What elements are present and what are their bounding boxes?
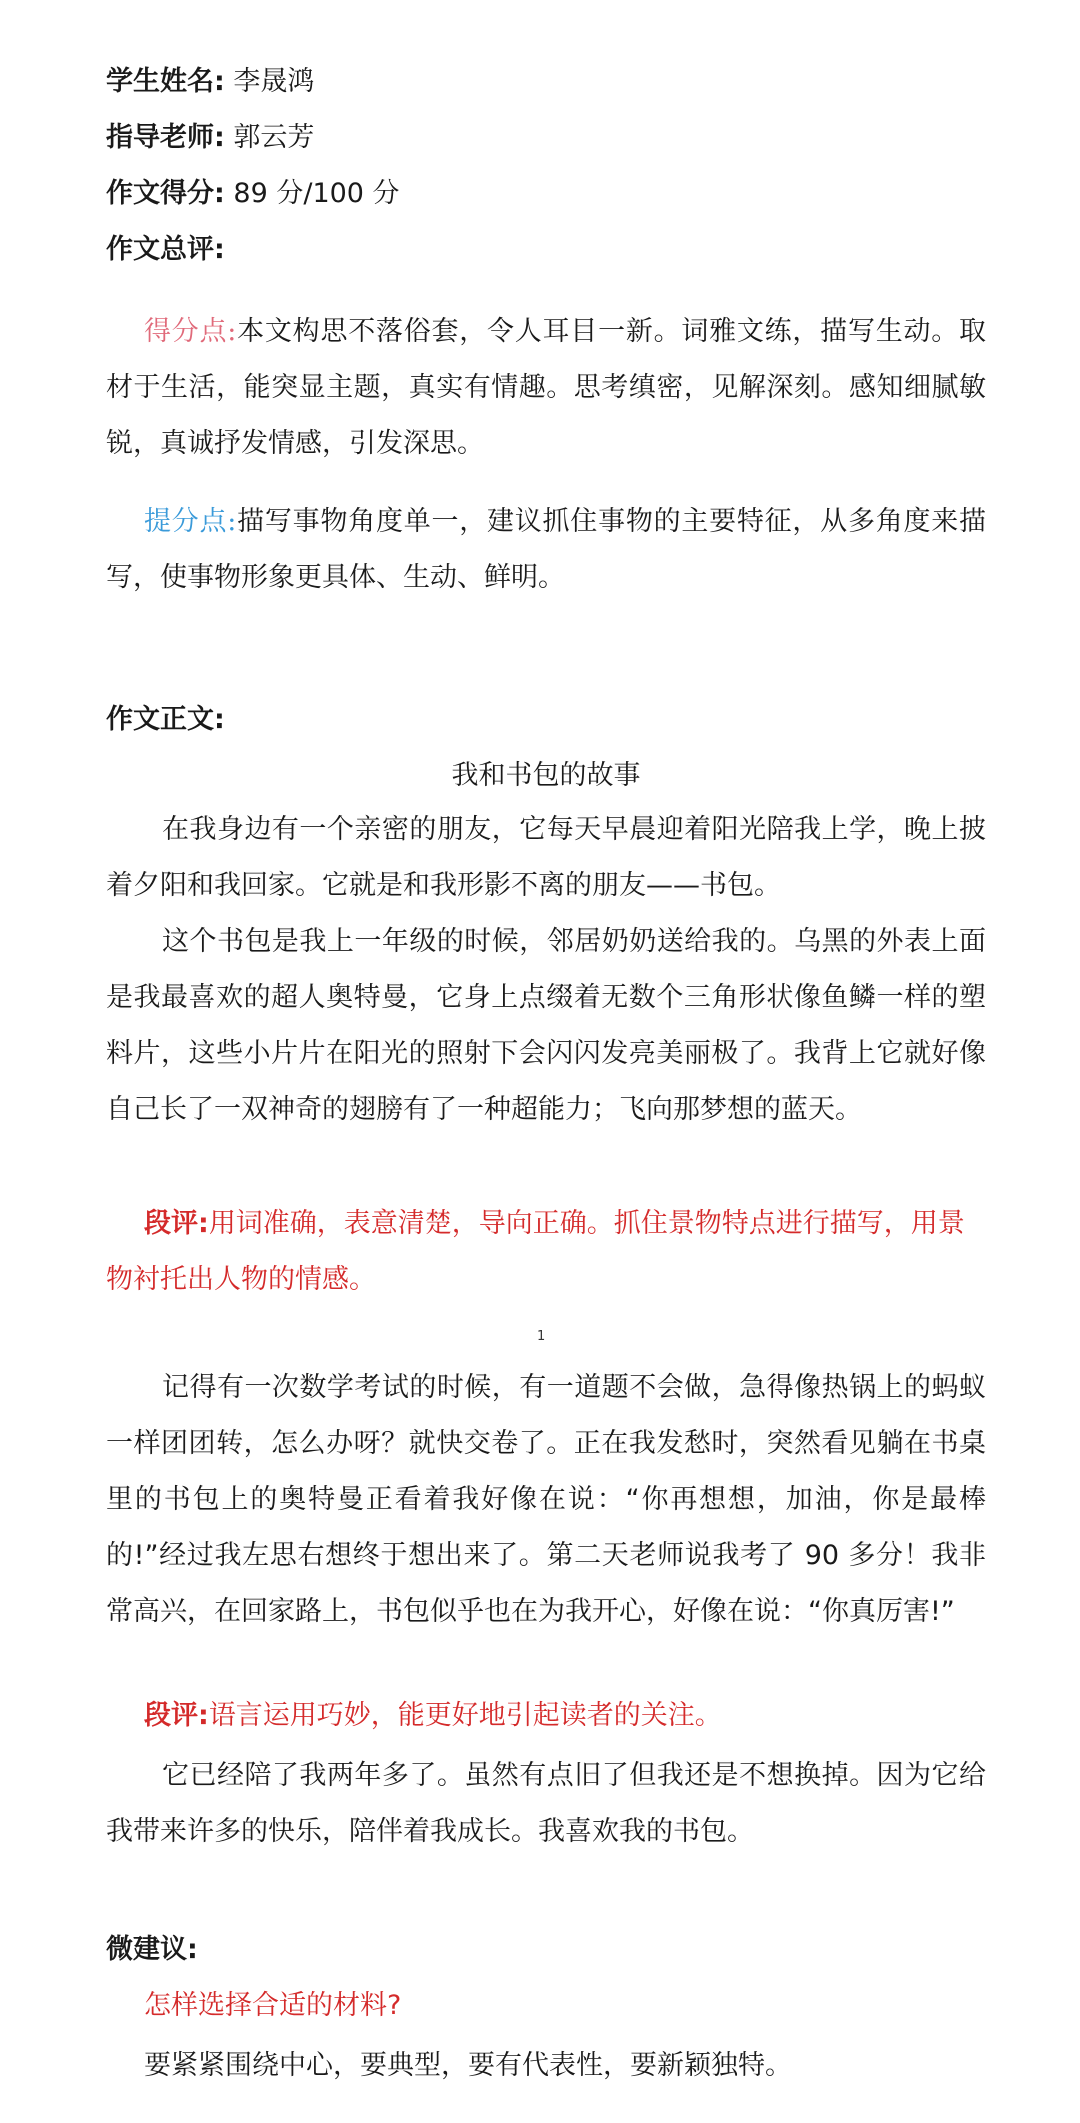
teacher-row	[106, 118, 314, 158]
teacher-value: 郭云芳	[233, 122, 315, 153]
paragraph-comment-1	[106, 1196, 986, 1308]
footnote-marker: 1	[537, 1329, 546, 1344]
suggestion-answer: 要紧紧围绕中心，要典型，要有代表性，要新颖独特。	[144, 2050, 792, 2081]
student-name-row	[106, 62, 314, 102]
essay-paragraph-1: 在我身边有一个亲密的朋友，它每天早晨迎着阳光陪我上学，晚上披着夕阳和我回家。它就是和我形影不离的朋友——书包。	[106, 814, 986, 901]
student-name-value: 李晟鸿	[233, 66, 315, 97]
review-strengths	[106, 304, 986, 472]
score-label: 作文得分:	[106, 178, 225, 209]
comment-1-text: 用词准确，表意清楚，导向正确。抓住景物特点进行描写，用景物衬托出人物的情感。	[106, 1208, 965, 1295]
comment-1-label: 段评:	[144, 1208, 209, 1239]
improve-text: 描写事物角度单一，建议抓住事物的主要特征，从多角度来描写，使事物形象更具体、生动、鲜明。	[106, 506, 986, 593]
comment-2-text: 语言运用巧妙，能更好地引起读者的关注。	[208, 1700, 722, 1731]
score-value: 89 分/100 分	[233, 178, 400, 209]
essay-heading: 作文正文:	[106, 704, 225, 735]
review-heading: 作文总评:	[106, 234, 225, 265]
improve-label: 提分点:	[144, 506, 237, 537]
essay-paragraph-3: 记得有一次数学考试的时候，有一道题不会做，急得像热锅上的蚂蚁一样团团转，怎么办呀？就快交卷了。正在我发愁时，突然看见躺在书桌里的书包上的奥特曼正看着我好像在说：“你再想想，加油，你是最棒的!”经过我左思右想终于想出来了。第二天老师说我考了 90 多分！我非常高兴，在回家路上，书包似乎也在为我开心，好像在说：“你真厉害!”	[106, 1372, 986, 1627]
teacher-label: 指导老师:	[106, 122, 225, 153]
student-name-label: 学生姓名:	[106, 66, 225, 97]
paragraph-comment-2	[106, 1688, 986, 1744]
suggestion-heading: 微建议:	[106, 1934, 198, 1965]
essay-title: 我和书包的故事	[451, 760, 641, 791]
strengths-text: 本文构思不落俗套，令人耳目一新。词雅文练，描写生动。取材于生活，能突显主题，真实有情趣。思考缜密，见解深刻。感知细腻敏锐，真诚抒发情感，引发深思。	[106, 316, 986, 459]
essay-paragraph-4: 它已经陪了我两年多了。虽然有点旧了但我还是不想换掉。因为它给我带来许多的快乐，陪伴着我成长。我喜欢我的书包。	[106, 1760, 986, 1847]
suggestion-question: 怎样选择合适的材料?	[144, 1990, 402, 2021]
strengths-label: 得分点:	[144, 316, 237, 347]
review-improvements	[106, 494, 986, 606]
score-row	[106, 174, 400, 214]
comment-2-label: 段评:	[144, 1700, 209, 1731]
essay-paragraph-2: 这个书包是我上一年级的时候，邻居奶奶送给我的。乌黑的外表上面是我最喜欢的超人奥特曼，它身上点缀着无数个三角形状像鱼鳞一样的塑料片，这些小片片在阳光的照射下会闪闪发亮美丽极了。我背上它就好像自己长了一双神奇的翅膀有了一种超能力；飞向那梦想的蓝天。	[106, 926, 986, 1125]
